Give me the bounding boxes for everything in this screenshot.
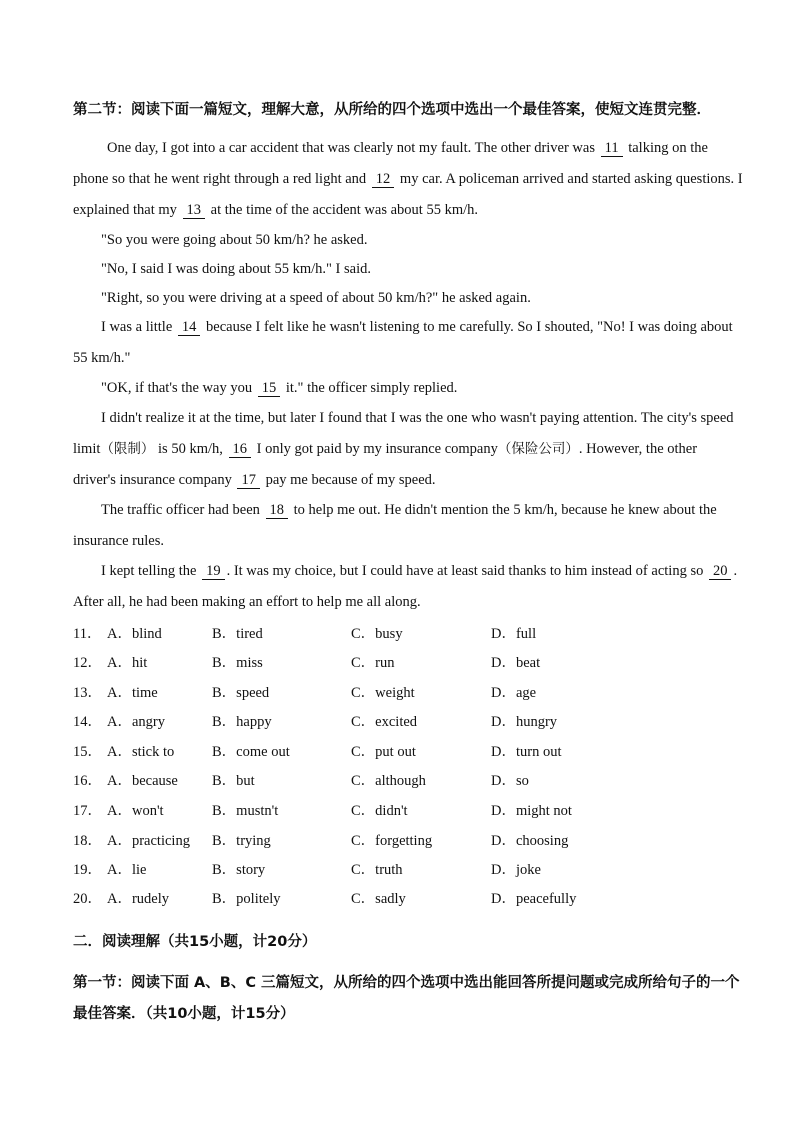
option-d: D．beat [491,655,541,671]
question-number: 20． [73,891,102,907]
option-a: A．blind [107,626,162,642]
passage-text: phone so that he went right through a red light and [73,171,367,187]
passage-line [73,201,478,219]
passage-text: explained that my [73,202,177,218]
blank-17: 17 [237,473,260,489]
option-c: C．didn't [351,803,408,819]
blank-19: 19 [202,564,225,580]
option-c: C．weight [351,685,415,701]
passage-line [101,501,717,519]
blank-16: 16 [229,442,252,458]
question-number: 13． [73,685,102,701]
option-a: A．hit [107,655,148,671]
passage-line: "No, I said I was doing about 55 km/h." I said. [101,261,371,277]
option-d: D．might not [491,803,572,819]
option-d: D．choosing [491,833,569,849]
option-d: D．turn out [491,744,562,760]
option-a: A．because [107,773,178,789]
option-d: D．peacefully [491,891,577,907]
passage-line [101,318,733,336]
passage-text: . [733,563,738,579]
option-c: C．although [351,773,426,789]
question-number: 18． [73,833,102,849]
passage-text: I kept telling the [101,563,197,579]
passage-text: my car. A policeman arrived and started asking questions. I [399,171,743,187]
blank-18: 18 [266,503,289,519]
part2-intro: 最佳答案．（共10小题，计15分） [73,1006,295,1022]
option-b: B．miss [212,655,263,671]
option-a: A．practicing [107,833,190,849]
option-c: C．put out [351,744,416,760]
option-b: B．come out [212,744,290,760]
section-heading: 第二节：阅读下面一篇短文，理解大意，从所给的四个选项中选出一个最佳答案，使短文连贯完整． [73,102,711,118]
passage-line: After all, he had been making an effort to help me all along. [73,594,421,610]
passage-text: The traffic officer had been [101,502,260,518]
part2-intro: 第一节：阅读下面 A、B、C 三篇短文，从所给的四个选项中选出能回答所提问题或完成所给句子的一个 [73,975,740,991]
option-c: C．sadly [351,891,406,907]
option-row [73,622,753,642]
option-row [73,710,753,730]
passage-text: "OK, if that's the way you [101,380,253,396]
passage-text: （限制） [100,441,155,457]
passage-text: pay me because of my speed. [265,472,436,488]
option-b: B．speed [212,685,270,701]
passage-line [107,139,708,157]
question-number: 19． [73,862,102,878]
passage-line [73,170,743,188]
option-a: A．time [107,685,158,701]
passage-text: talking on the [628,140,708,156]
passage-line [101,379,457,397]
passage-line: insurance rules. [73,533,164,549]
passage-text: to help me out. He didn't mention the 5 km/h, because he knew about the [293,502,717,518]
passage-text: because I felt like he wasn't listening to me carefully. So I shouted, "No! I was doing about [206,319,733,335]
option-c: C．busy [351,626,403,642]
option-d: D．age [491,685,537,701]
blank-13: 13 [183,203,206,219]
passage-line: I didn't realize it at the time, but later I found that I was the one who wasn't paying attention. The city's speed [101,410,734,426]
option-d: D．full [491,626,537,642]
question-number: 17． [73,803,102,819]
passage-text: is 50 km/h, [158,441,223,457]
passage-line: "So you were going about 50 km/h? he asked. [101,232,368,248]
question-number: 14． [73,714,102,730]
question-number: 16． [73,773,102,789]
blank-20: 20 [709,564,732,580]
option-row [73,681,753,701]
option-a: A．lie [107,862,147,878]
passage-line [73,440,697,458]
option-row [73,829,753,849]
option-b: B．politely [212,891,281,907]
option-b: B．happy [212,714,272,730]
option-row [73,887,753,907]
passage-line [73,471,436,489]
passage-text: One day, I got into a car accident that was clearly not my fault. The other driver was [107,140,595,156]
passage-text: I was a little [101,319,173,335]
blank-14: 14 [178,320,201,336]
question-number: 15． [73,744,102,760]
option-d: D．hungry [491,714,558,730]
passage-text: limit [73,441,101,457]
option-b: B．mustn't [212,803,279,819]
option-c: C．truth [351,862,403,878]
option-row [73,651,753,671]
passage-text: at the time of the accident was about 55 km/h. [210,202,479,218]
option-row [73,740,753,760]
question-number: 12． [73,655,102,671]
option-a: A．rudely [107,891,170,907]
passage-text: （保险公司） [497,441,579,457]
blank-11: 11 [601,141,623,157]
question-number: 11． [73,626,102,642]
option-row [73,769,753,789]
passage-text: . However, the other [578,441,698,457]
option-c: C．run [351,655,395,671]
blank-12: 12 [372,172,395,188]
option-row [73,799,753,819]
option-b: B．story [212,862,266,878]
blank-15: 15 [258,381,281,397]
option-a: A．stick to [107,744,175,760]
option-row [73,858,753,878]
passage-text: I only got paid by my insurance company [256,441,498,457]
option-c: C．forgetting [351,833,433,849]
passage-line [101,562,737,580]
passage-text: it." the officer simply replied. [285,380,458,396]
passage-text: driver's insurance company [73,472,232,488]
passage-line: 55 km/h." [73,350,131,366]
option-d: D．joke [491,862,541,878]
passage-line: "Right, so you were driving at a speed of about 50 km/h?" he asked again. [101,290,531,306]
option-d: D．so [491,773,529,789]
option-a: A．won't [107,803,164,819]
part2-title: 二．阅读理解（共15小题，计20分） [73,934,317,950]
option-a: A．angry [107,714,165,730]
option-b: B．but [212,773,255,789]
passage-text: . It was my choice, but I could have at least said thanks to him instead of acting so [226,563,704,579]
option-c: C．excited [351,714,418,730]
option-b: B．trying [212,833,271,849]
option-b: B．tired [212,626,263,642]
